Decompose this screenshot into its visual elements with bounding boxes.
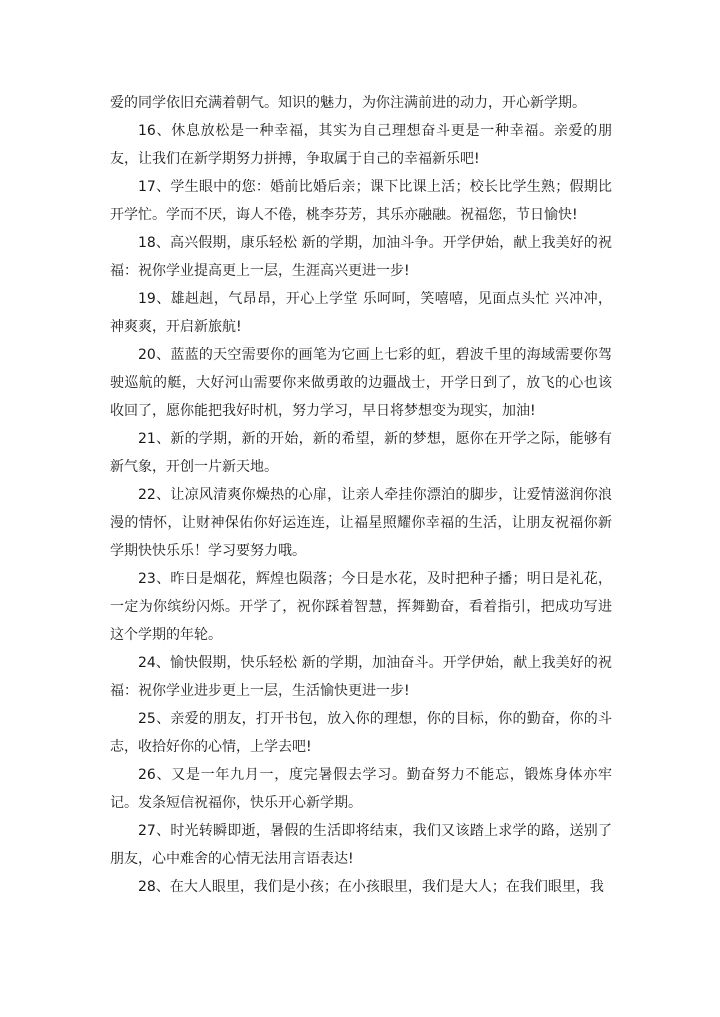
paragraph-24: 24、愉快假期，快乐轻松 新的学期，加油奋斗。开学伊始，献上我美好的祝福：祝你学业进步更上一层，生活愉快更进一步! bbox=[110, 655, 612, 699]
paragraph-continuation: 爱的同学依旧充满着朝气。知识的魅力，为你注满前进的动力，开心新学期。 bbox=[110, 95, 586, 111]
paragraph-22: 22、让凉风清爽你燥热的心扉，让亲人牵挂你漂泊的脚步，让爱情滋润你浪漫的情怀，让财神保佑你好运连连，让福星照耀你幸福的生活，让朋友祝福你新学期快快乐乐！学习要努力哦。 bbox=[110, 487, 612, 559]
paragraph-18: 18、高兴假期，康乐轻松 新的学期，加油斗争。开学伊始，献上我美好的祝福：祝你学业提高更上一层，生涯高兴更进一步! bbox=[110, 235, 612, 279]
paragraph-28: 28、在大人眼里，我们是小孩；在小孩眼里，我们是大人；在我们眼里，我 bbox=[138, 879, 604, 895]
document-body bbox=[110, 89, 612, 901]
paragraph-26: 26、又是一年九月一，度完暑假去学习。勤奋努力不能忘，锻炼身体亦牢记。发条短信祝福你，快乐开心新学期。 bbox=[110, 767, 612, 811]
paragraph-21: 21、新的学期，新的开始，新的希望，新的梦想，愿你在开学之际，能够有新气象，开创一片新天地。 bbox=[110, 431, 612, 475]
paragraph-16: 16、休息放松是一种幸福，其实为自己理想奋斗更是一种幸福。亲爱的朋友，让我们在新学期努力拼搏，争取属于自己的幸福新乐吧! bbox=[110, 123, 612, 167]
paragraph-20: 20、蓝蓝的天空需要你的画笔为它画上七彩的虹，碧波千里的海域需要你驾驶巡航的艇，大好河山需要你来做勇敢的边疆战士，开学日到了，放飞的心也该收回了，愿你能把我好时机，努力学习，早日将梦想变为现实，加油! bbox=[110, 347, 612, 419]
paragraph-17: 17、学生眼中的您：婚前比婚后亲；课下比课上活；校长比学生熟；假期比开学忙。学而不厌，诲人不倦，桃李芬芳，其乐亦融融。祝福您，节日愉快! bbox=[110, 179, 612, 223]
paragraph-19: 19、雄赳赳，气昂昂，开心上学堂 乐呵呵，笑嘻嘻，见面点头忙 兴冲冲，神爽爽，开启新旅航! bbox=[110, 291, 612, 335]
paragraph-23: 23、昨日是烟花，辉煌也陨落；今日是水花，及时把种子播；明日是礼花，一定为你缤纷闪烁。开学了，祝你踩着智慧，挥舞勤奋，看着指引，把成功写进这个学期的年轮。 bbox=[110, 571, 612, 643]
paragraph-27: 27、时光转瞬即逝，暑假的生活即将结束，我们又该踏上求学的路，送别了朋友，心中难舍的心情无法用言语表达! bbox=[110, 823, 612, 867]
paragraph-25: 25、亲爱的朋友，打开书包，放入你的理想，你的目标，你的勤奋，你的斗志，收拾好你的心情，上学去吧! bbox=[110, 711, 612, 755]
